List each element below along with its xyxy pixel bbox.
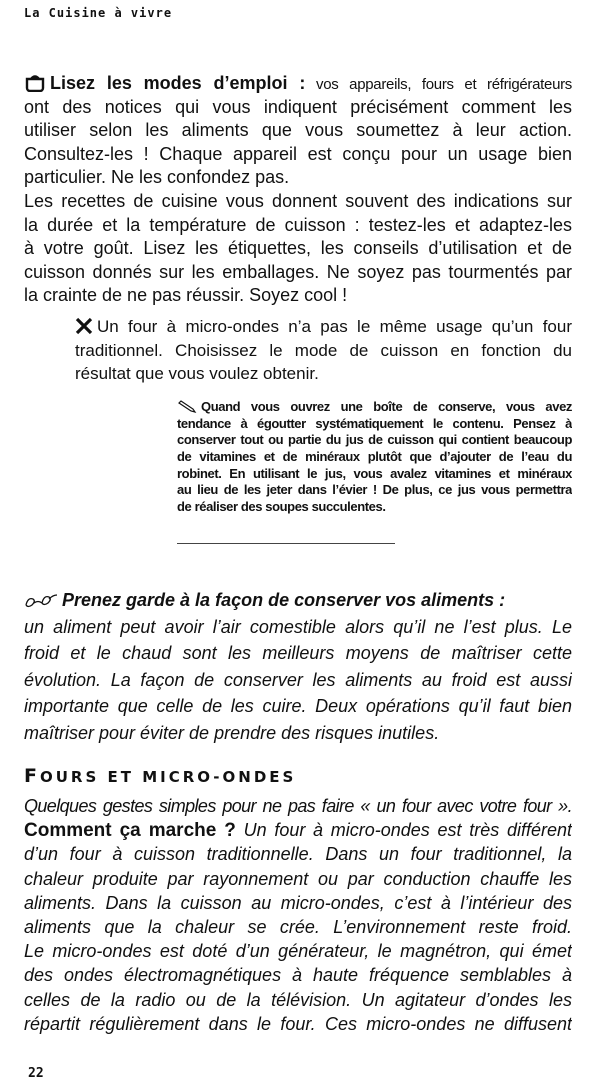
text-line: Le micro-ondes est doté d’un générateur, le magnétron, qui émet — [24, 941, 572, 962]
lead-text: Prenez garde à la façon de conserver vos aliments : — [62, 590, 506, 610]
text-line: ont des notices qui vous indiquent précisément comment les — [24, 96, 572, 117]
text-line: aliments. Dans la cuisson au micro-ondes, c’est à l’intérieur des — [24, 892, 572, 913]
text-line: répartit régulièrement dans le four. Ces micro-ondes ne diffusent — [24, 1013, 572, 1034]
lead-rest: Un four à micro-ondes est très différent — [235, 820, 572, 841]
text-line: cuisson donnés sur les emballages. Ne soyez pas tourmentés par — [24, 261, 572, 282]
text-line: évolution. La façon de conserver les aliments au froid est aussi — [24, 669, 572, 690]
text-line: Les recettes de cuisine vous donnent souvent des indications sur — [24, 191, 572, 211]
text-line: utiliser selon les aliments que vous soumettez à leur action. — [24, 120, 572, 140]
text-line: résultat que vous voulez obtenir. — [75, 364, 319, 383]
text-line: tendance à égoutter systématiquement le contenu. Pensez à — [177, 415, 572, 431]
text-line: chaleur produite par rayonnement ou par conduction chauffe les — [24, 868, 572, 889]
text-line: la crainte de ne pas réussir. Soyez cool ! — [24, 285, 348, 305]
note-first-line — [177, 399, 572, 416]
text-line: des ondes électromagnétiques à haute fréquence semblables à — [24, 965, 572, 986]
text-line: importante que celle de les cuire. Deux opérations qu’il faut bien — [24, 696, 572, 717]
text-line: de vitamines et de minéraux plutôt que d’ajouter de l’eau du — [177, 449, 572, 465]
text-lines — [24, 614, 572, 747]
text-line: au lieu de les jeter dans l’évier ! De plus, ce jus vous permettra — [177, 482, 572, 498]
heading-text-2: MICRO-ONDES — [142, 768, 297, 786]
text-lines — [177, 416, 572, 516]
text-line: la durée et la température de cuisson : testez-les et adaptez-les — [24, 214, 572, 235]
lead-text: Lisez les modes d’emploi : — [50, 73, 306, 93]
paragraph-modes-emploi — [24, 72, 572, 190]
heading-cap: F — [24, 765, 40, 787]
text-line: froid et le chaud sont les meilleurs moyens de maîtriser cette — [24, 643, 572, 664]
paragraph-lead-line — [24, 818, 572, 842]
section-heading — [24, 765, 296, 787]
text-line: particulier. Ne les confondez pas. — [24, 167, 290, 187]
pencil-icon — [177, 400, 197, 414]
paragraph-lead-line — [24, 72, 572, 96]
lead-text: Comment ça marche ? — [24, 820, 236, 842]
text-line: à votre goût. Lisez les étiquettes, les conseils d’utilisation et de — [24, 238, 572, 258]
text-line: robinet. En utilisant le jus, vous avalez vitamines et minéraux — [177, 465, 572, 481]
intro-line: Quelques gestes simples pour ne pas faire « un four avec votre four ». — [24, 796, 572, 816]
cross-icon — [75, 317, 93, 335]
text-line: traditionnel. Choisissez le mode de cuisson en fonction du — [75, 340, 572, 360]
text-line: maîtriser pour éviter de prendre des risques inutiles. — [24, 722, 440, 743]
note-first-text: Quand vous ouvrez une boîte de conserve, vous avez — [201, 399, 572, 414]
tip-first-text: Un four à micro-ondes n’a pas le même usage qu’un four — [97, 317, 572, 336]
paragraph-fours — [24, 794, 572, 1036]
text-lines — [24, 96, 572, 190]
paragraph-lead-line — [24, 587, 572, 614]
text-lines — [24, 190, 572, 308]
glasses-icon — [24, 593, 58, 609]
text-line: celles de la radio ou de la télévision. Un agitateur d’ondes les — [24, 989, 572, 1010]
text-line: conserver tout ou partie du jus de cuisson qui contient beaucoup — [177, 432, 572, 448]
paragraph-conserver — [24, 587, 572, 747]
note-divider — [177, 543, 395, 544]
text-lines — [24, 842, 572, 1036]
page-number: 22 — [28, 1066, 44, 1081]
text-lines — [75, 339, 572, 386]
text-line: d’un four à cuisson traditionnelle. Dans un four traditionnel, la — [24, 844, 572, 865]
lead-rest: vos appareils, fours et réfrigérateurs — [305, 76, 572, 93]
text-line: de réaliser des soupes succulentes. — [177, 499, 386, 515]
note-conserve — [177, 399, 572, 516]
tip-micro-ondes — [75, 315, 572, 386]
text-line: un aliment peut avoir l’air comestible alors qu’il ne l’est plus. Le — [24, 616, 572, 637]
heading-text: OURS ET — [39, 768, 143, 786]
paragraph-recettes — [24, 190, 572, 308]
tip-first-line — [75, 315, 572, 339]
pot-icon — [24, 74, 46, 92]
text-line: Consultez-les ! Chaque appareil est conçu pour un usage bien — [24, 143, 572, 164]
text-line: aliments que la chaleur se crée. L’environnement reste froid. — [24, 916, 572, 937]
running-head: La Cuisine à vivre — [24, 6, 173, 20]
